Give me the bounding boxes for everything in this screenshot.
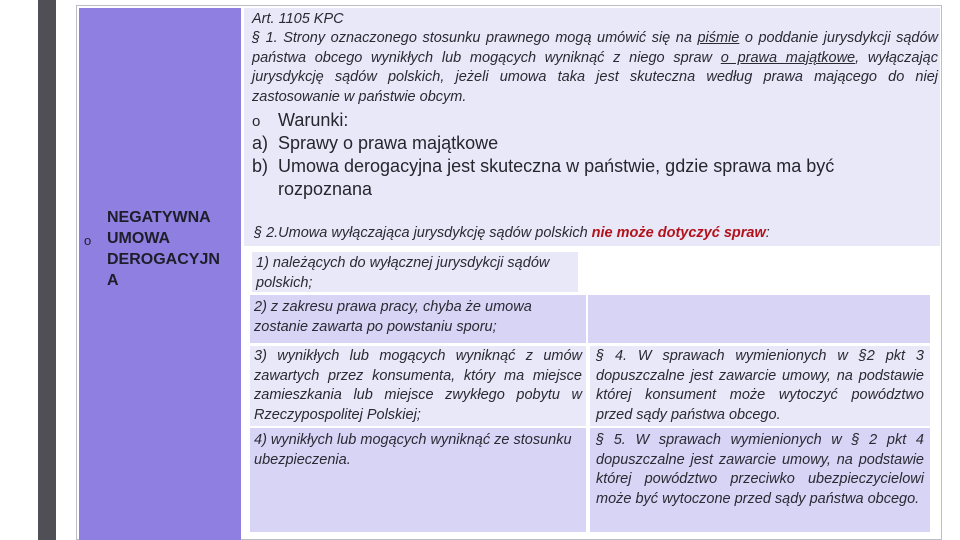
item-1: 1) należących do wyłącznej jurysdykcji sądów polskich; <box>252 252 578 292</box>
conditions-title: Warunki: <box>278 110 349 130</box>
item-2: 2) z zakresu prawa pracy, chyba że umowa zostanie zawarta po powstaniu sporu; <box>250 295 586 343</box>
p1-text-a: § 1. Strony oznaczonego stosunku prawnego mogą umówić się na <box>252 30 698 47</box>
condition-b-marker: b) <box>252 156 269 176</box>
p1-text-c: , wyłączając jurysdykcję sądów polskich, jeżeli umowa taka jest skuteczna według prawa mającego do niej zastosowanie w państwie obcym. <box>252 49 939 105</box>
condition-a-marker: a) <box>252 133 269 153</box>
item-3: 3) wynikłych lub mogących wyniknąć z umów zawartych przez konsumenta, który ma miejsce zamieszkania lub miejsce zwykłego pobytu w Rzeczypospolitej Polskiej; <box>250 346 586 426</box>
side-heading-text: NEGATYWNA UMOWA DEROGACYJN A <box>107 209 220 289</box>
par2-emphasis: nie może dotyczyć spraw <box>591 225 766 241</box>
p1-text-b: o poddanie jurysdykcji sądów państwa obcego wynikłych lub mogących wyniknąć z niego spraw <box>252 30 939 66</box>
side-heading <box>84 207 244 291</box>
item-4: 4) wynikłych lub mogących wyniknąć ze stosunku ubezpieczenia. <box>250 428 586 532</box>
condition-a-text: Sprawy o prawa majątkowe <box>278 133 499 153</box>
paragraph-2 <box>254 225 934 241</box>
condition-b <box>252 155 932 201</box>
conditions-list <box>252 109 932 201</box>
bullet-marker: o <box>84 233 92 248</box>
par2-text: § 2.Umowa wyłączająca jurysdykcję sądów polskich <box>254 225 592 241</box>
conditions-title-row <box>252 109 932 132</box>
item-2-side-cell <box>588 295 930 343</box>
condition-b-text: Umowa derogacyjna jest skuteczna w państwie, gdzie sprawa ma być rozpoznana <box>278 156 835 199</box>
p1-underline-prawa: o prawa majątkowe <box>720 49 856 66</box>
p1-underline-pismie: piśmie <box>697 30 740 47</box>
article-title: Art. 1105 KPC <box>252 11 344 27</box>
article-text <box>252 10 938 107</box>
condition-a <box>252 132 932 155</box>
section-5-note: § 5. W sprawach wymienionych w § 2 pkt 4 dopuszczalne jest zawarcie umowy, na podstawie której powództwo przeciwko ubezpieczycielowi może być wytoczone przed sądy państwa obcego. <box>590 428 930 532</box>
par2-colon: : <box>765 225 770 241</box>
article-paragraph-1 <box>252 29 938 107</box>
left-decor-bar <box>38 0 56 540</box>
section-4-note: § 4. W sprawach wymienionych w §2 pkt 3 dopuszczalne jest zawarcie umowy, na podstawie której konsument może wytoczyć powództwo przed sądy państwa obcego. <box>590 346 930 426</box>
bullet-marker: o <box>252 113 261 130</box>
